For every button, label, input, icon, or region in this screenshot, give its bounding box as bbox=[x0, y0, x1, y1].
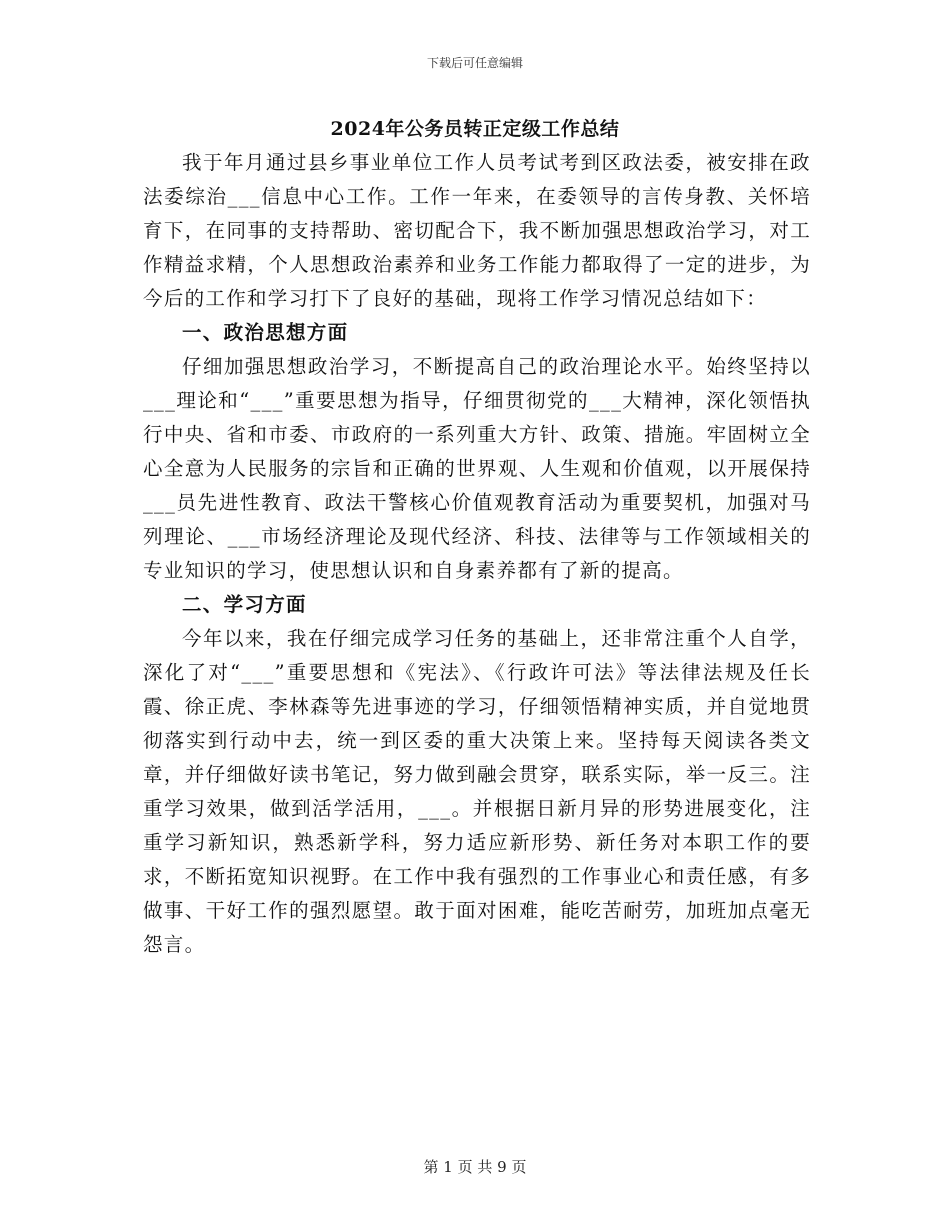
section-heading-political: 一、政治思想方面 bbox=[182, 321, 349, 344]
header-note: 下载后可任意编辑 bbox=[426, 56, 523, 70]
section-body-study: 今年以来，我在仔细完成学习任务的基础上，还非常注重个人自学，深化了对“___”重要思想和《宪法》、《行政许可法》等法律法规及任长霞、徐正虎、李林森等先进事迹的学习，仔细领悟精神实质，并自觉地贯彻落实到行动中去，统一到区委的重大决策上来。坚持每天阅读各类文章，并仔细做好读书笔记，努力做到融会贯穿，联系实际，举一反三。注重学习效果，做到活学活用，___。并根据日新月异的形势进展变化，注重学习新知识，熟悉新学科，努力适应新形势、新任务对本职工作的要求，不断拓宽知识视野。在工作中我有强烈的工作事业心和责任感，有多做事、干好工作的强烈愿望。敢于面对困难，能吃苦耐劳，加班加点毫无怨言。 bbox=[143, 627, 811, 956]
intro-paragraph: 我于年月通过县乡事业单位工作人员考试考到区政法委，被安排在政法委综治___信息中心工作。工作一年来，在委领导的言传身教、关怀培育下，在同事的支持帮助、密切配合下，我不断加强思想政治学习，对工作精益求精，个人思想政治素养和业务工作能力都取得了一定的进步，为今后的工作和学习打下了良好的基础，现将工作学习情况总结如下： bbox=[143, 151, 811, 310]
page-number: 第 1 页 共 9 页 bbox=[423, 1158, 527, 1176]
document-title: 2024年公务员转正定级工作总结 bbox=[330, 118, 620, 140]
section-body-political: 仔细加强思想政治学习，不断提高自己的政治理论水平。始终坚持以___理论和“___”重要思想为指导，仔细贯彻党的___大精神，深化领悟执行中央、省和市委、市政府的一系列重大方针、政策、措施。牢固树立全心全意为人民服务的宗旨和正确的世界观、人生观和价值观，以开展保持___员先进性教育、政法干警核心价值观教育活动为重要契机，加强对马列理论、___市场经济理论及现代经济、科技、法律等与工作领域相关的专业知识的学习，使思想认识和自身素养都有了新的提高。 bbox=[143, 355, 811, 582]
document-body bbox=[143, 146, 811, 962]
section-heading-study: 二、学习方面 bbox=[182, 593, 307, 616]
